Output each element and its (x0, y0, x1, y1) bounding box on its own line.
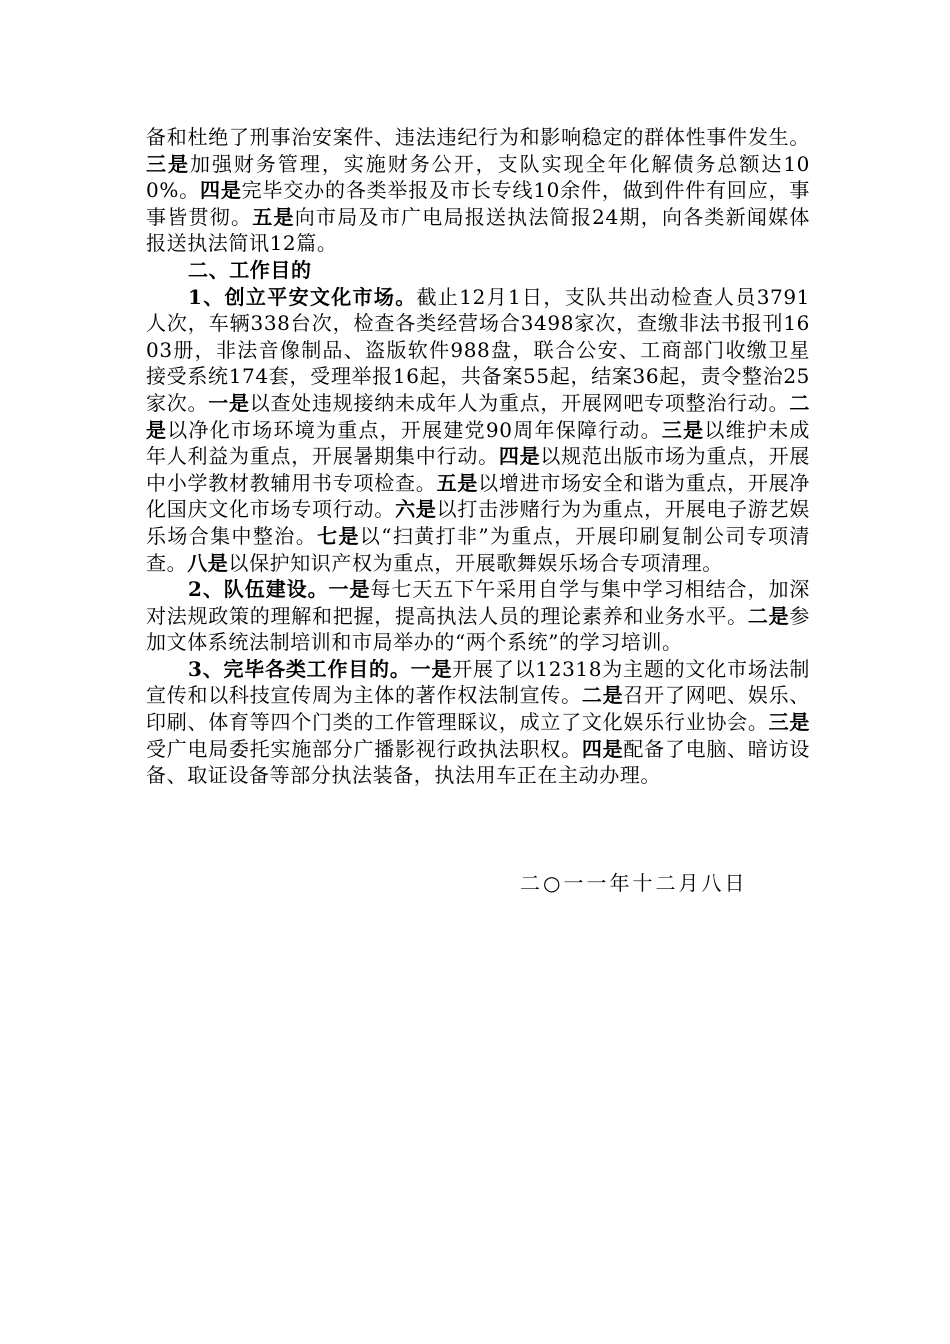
bold-text-segment: 1、创立平安文化市场。 (188, 284, 417, 309)
paragraph (146, 284, 810, 577)
text-segment: 备和杜绝了刑事治安案件、违法违纪行为和影响稳定的群体性事件发生。 (146, 125, 810, 149)
paragraph (146, 576, 810, 656)
text-segment: 以维护未成年人利益为重点，开展暑期集中行动。 (146, 417, 810, 469)
text-segment: 截止12月1日，支队共出动检查人员3791人次，车辆338台次，检查各类经营场合3498家次，查缴非法书报刊1603册，非法音像制品、盗版软件988盘，联合公安、工商部门收缴卫星接受系统174套，受理举报16起，共备案55起，结案36起，责令整治25家次。 (146, 284, 810, 415)
text-segment: 加强财务管理，实施财务公开，支队实现全年化解债务总额达100%。 (146, 151, 811, 203)
bold-text-segment: 二、工作目的 (188, 257, 312, 282)
bold-text-segment: 一是 (208, 390, 250, 415)
paragraph (146, 257, 810, 284)
text-segment: 以查处违规接纳未成年人为重点，开展网吧专项整治行动。 (249, 390, 790, 415)
text-segment: 以净化市场环境为重点，开展建党90周年保障行动。 (167, 417, 662, 442)
bold-text-segment: 二是 (581, 683, 624, 708)
bold-text-segment: 七是 (317, 523, 360, 548)
bold-text-segment: 六是 (395, 497, 437, 522)
text-segment: 召开了网吧、娱乐、印刷、体育等四个门类的工作管理睬议，成立了文化娱乐行业协会。 (146, 683, 810, 735)
text-segment: 配备了电脑、暗访设备、取证设备等部分执法装备，执法用车正在主动办理。 (146, 736, 810, 788)
bold-text-segment: 二是 (146, 390, 810, 442)
text-segment: 完毕交办的各类举报及市长专线10余件，做到件件有回应，事事皆贯彻。 (146, 178, 811, 229)
bold-text-segment: 四是 (581, 736, 624, 761)
text-segment: 每七天五下午采用自学与集中学习相结合，加深对法规政策的理解和把握，提高执法人员的理论素养和业务水平。 (146, 577, 810, 628)
paragraph (146, 656, 810, 789)
text-segment: 以“扫黄打非”为重点，开展印刷复制公司专项清查。 (146, 523, 810, 575)
bold-text-segment: 3、完毕各类工作目的。 (188, 656, 411, 681)
bold-text-segment: 一是 (410, 656, 453, 681)
bold-text-segment: 五是 (436, 470, 479, 495)
document-date: 二○一一年十二月八日 (520, 871, 748, 895)
bold-text-segment: 八是 (187, 550, 229, 575)
text-segment: 参加文体系统法制培训和市局举办的“两个系统”的学习培训。 (146, 603, 810, 655)
bold-text-segment: 四是 (498, 444, 541, 469)
text-segment: 开展了以12318为主题的文化市场法制宣传和以科技宣传周为主体的著作权法制宣传。 (146, 656, 810, 708)
text-segment: 以打击涉赌行为为重点，开展电子游艺娱乐场合集中整治。 (146, 497, 810, 548)
bold-text-segment: 三是 (768, 710, 811, 735)
text-segment: 以保护知识产权为重点，开展歌舞娱乐场合专项清理。 (228, 550, 723, 575)
bold-text-segment: 三是 (661, 417, 705, 442)
bold-text-segment: 2、队伍建设。 (188, 577, 329, 602)
text-segment: 以增进市场安全和谐为重点，开展净化国庆文化市场专项行动。 (146, 470, 810, 522)
bold-text-segment: 五是 (252, 204, 295, 229)
text-segment: 受广电局委托实施部分广播影视行政执法职权。 (146, 736, 582, 761)
text-segment: 以规范出版市场为重点，开展中小学教材教辅用书专项检查。 (146, 444, 810, 495)
paragraph (146, 124, 810, 257)
text-segment: 向市局及市广电局报送执法简报24期，向各类新闻媒体报送执法简讯12篇。 (146, 204, 811, 256)
bold-text-segment: 三是 (146, 151, 190, 176)
bold-text-segment: 一是 (328, 577, 371, 602)
document-body (146, 124, 810, 789)
bold-text-segment: 二是 (747, 603, 790, 628)
bold-text-segment: 四是 (200, 178, 242, 203)
